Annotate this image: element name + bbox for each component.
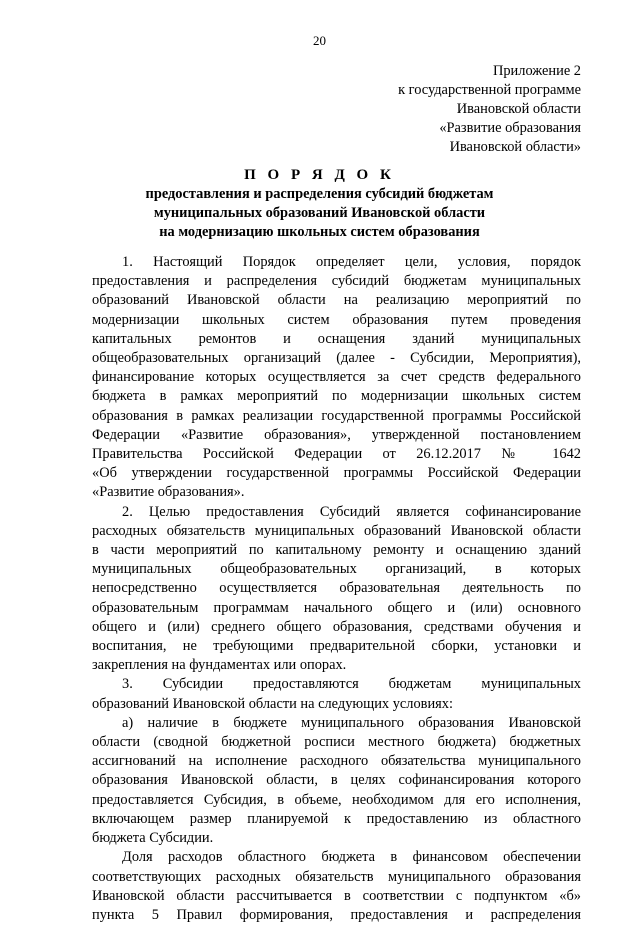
paragraph-line: финансирование которых осуществляется за счет средств федерального [92,369,581,386]
page-number: 20 [313,33,326,48]
paragraph-line: общего и (или) среднего общего образования, средствами обучения и [92,618,581,635]
paragraph-line: воспитания, не требующими предварительной сборки, установки и [92,638,581,655]
paragraph [92,675,581,713]
document-body [92,253,581,925]
paragraph-line: расходных обязательств муниципальных образований Ивановской области [92,522,581,539]
appendix-block [398,62,581,157]
paragraph [92,253,581,503]
paragraph-line: капитальных ремонтов и оснащения зданий муниципальных [92,330,581,347]
paragraph-line: включающем размер планируемой к предоставлению из областного [92,810,581,827]
document-title [0,165,639,242]
title-subtitle-line: муниципальных образований Ивановской области [153,205,486,221]
paragraph-line: модернизации школьных систем образования путем проведения [92,311,581,328]
title-subtitle-line: на модернизацию школьных систем образования [159,224,480,240]
title-subtitle-line: предоставления и распределения субсидий бюджетам [145,186,494,202]
appendix-line: Ивановской области» [449,139,581,155]
paragraph-line: 3. Субсидии предоставляются бюджетам муниципальных [122,676,581,693]
paragraph-line: «Об утверждении государственной программы Российской Федерации [92,465,581,482]
paragraph-line: муниципальных общеобразовательных организаций, в которых [92,561,581,578]
paragraph-line: предоставления и распределения субсидий бюджетам муниципальных [92,273,581,290]
appendix-line: «Развитие образования [439,120,581,136]
paragraph-line: образования в рамках реализации государственной программы Российской [92,407,581,424]
paragraph [92,503,581,676]
paragraph-line: Федерации «Развитие образования», утвержденной постановлением [92,426,581,443]
paragraph-line: области (сводной бюджетной росписи местного бюджета) бюджетных [92,734,581,751]
paragraph-line: образований Ивановской области на реализацию мероприятий по [92,292,581,309]
appendix-line: Приложение 2 [492,63,581,79]
paragraph [92,848,581,925]
paragraph-line: непосредственно осуществляется образовательная деятельность по [92,580,581,597]
paragraph-line: общеобразовательных организаций (далее - Субсидии, Мероприятия), [92,350,581,367]
paragraph-line: Правительства Российской Федерации от 26.12.2017 № 1642 [92,446,581,463]
paragraph-line: соответствующих расходных обязательств муниципального образования [92,868,581,885]
appendix-line: к государственной программе [398,82,581,98]
paragraph-line: закрепления на фундаментах или опорах. [92,657,347,674]
paragraph-line: Ивановской области рассчитывается в соответствии с подпунктом «б» [92,887,581,904]
paragraph-line: бюджета Субсидии. [92,830,214,847]
paragraph-line: образования Ивановской области, в целях софинансирования которого [92,772,581,789]
paragraph-line: 1. Настоящий Порядок определяет цели, условия, порядок [122,254,581,270]
paragraph [92,714,581,848]
paragraph-line: а) наличие в бюджете муниципального образования Ивановской [122,714,581,731]
paragraph-line: 2. Целью предоставления Субсидий является софинансирование [122,503,581,520]
paragraph-line: образовательным программам начального общего и (или) основного [92,599,581,616]
paragraph-line: в части мероприятий по капитальному ремонту и оснащению зданий [92,542,581,559]
paragraph-line: Доля расходов областного бюджета в финансовом обеспечении [122,849,581,866]
appendix-line: Ивановской области [456,101,581,117]
paragraph-line: образований Ивановской области на следующих условиях: [92,695,453,712]
paragraph-line: ассигнований на исполнение расходного обязательства муниципального [92,753,581,770]
paragraph-line: предоставляется Субсидия, в объеме, необходимом для его исполнения, [92,791,581,808]
paragraph-line: бюджета в рамках мероприятий по модернизации школьных систем [92,388,581,405]
title-main: П О Р Я Д О К [244,167,395,183]
paragraph-line: «Развитие образования». [92,484,245,501]
paragraph-line: пункта 5 Правил формирования, предоставления и распределения [92,906,581,923]
